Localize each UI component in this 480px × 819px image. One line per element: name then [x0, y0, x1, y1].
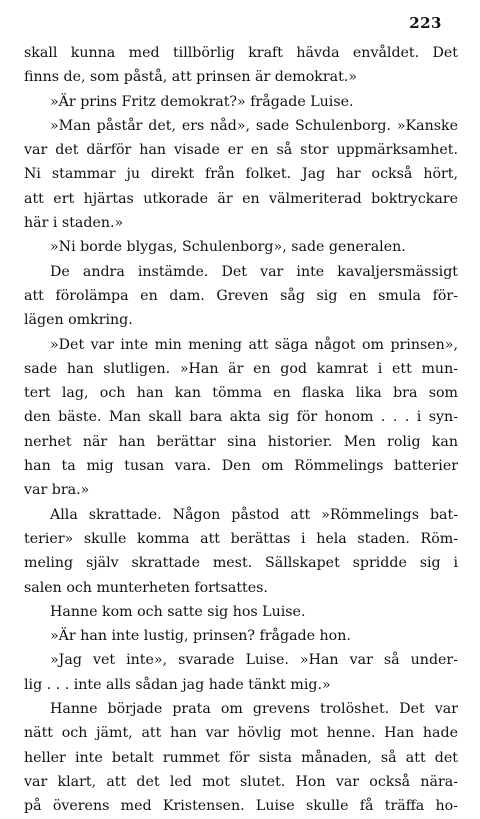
text-line: han ta mig tusan vara. Den om Römmelings batterier — [24, 458, 458, 475]
text-line: terier» skulle komma att berättas i hela staden. Röm- — [24, 530, 458, 547]
text-line: att förolämpa en dam. Greven såg sig en smula för- — [24, 287, 458, 304]
text-line: »Är prins Fritz demokrat?» frågade Luise. — [50, 93, 354, 110]
text-line: »Ni borde blygas, Schulenborg», sade generalen. — [50, 239, 406, 256]
text-line: lägen omkring. — [24, 312, 133, 329]
text-line: nerhet när han berättar sina historier. Men rolig kan — [24, 433, 458, 450]
text-line: skall kunna med tillbörlig kraft hävda envåldet. Det — [24, 45, 458, 61]
text-line: finns de, som påstå, att prinsen är demokrat.» — [24, 69, 357, 86]
text-line: meling själv skrattade mest. Sällskapet spridde sig i — [24, 555, 458, 572]
body-text — [24, 41, 458, 819]
text-line: Alla skrattade. Någon påstod att »Römmelings bat- — [50, 506, 458, 523]
text-line: var det därför han visade er en så stor uppmärksamhet. — [24, 142, 458, 159]
text-line: tert lag, och han kan tömma en flaska lika bra som — [24, 385, 458, 402]
text-line: lig . . . inte alls sådan jag hade tänkt mig.» — [24, 676, 331, 693]
text-line: salen och munterheten fortsattes. — [24, 579, 268, 596]
text-line: Ni stammar ju direkt från folket. Jag har också hört, — [24, 166, 458, 183]
text-line: heller inte betalt rummet för sista månaden, så att det — [24, 749, 458, 766]
page-number: 223 — [409, 14, 442, 32]
text-line: Hanne började prata om grevens trolöshet. Det var — [50, 701, 458, 718]
text-line: sade han slutligen. »Han är en god kamrat i ett mun- — [24, 360, 458, 377]
text-line: här i staden.» — [24, 215, 124, 232]
text-line: Hanne kom och satte sig hos Luise. — [50, 603, 306, 620]
text-line: var bra.» — [24, 482, 90, 499]
text-line: på överens med Kristensen. Luise skulle få träffa ho- — [24, 798, 458, 815]
text-line: »Är han inte lustig, prinsen? frågade hon. — [50, 628, 351, 645]
text-line: att ert hjärtas utkorade är en välmeriterad boktryckare — [24, 190, 458, 207]
text-line: den bäste. Man skall bara akta sig för honom . . . i syn- — [24, 409, 458, 426]
text-line: nätt och jämt, att han var hövlig mot henne. Han hade — [24, 725, 458, 742]
text-line: »Man påstår det, ers nåd», sade Schulenborg. »Kanske — [50, 117, 458, 134]
text-line: »Det var inte min mening att säga något om prinsen», — [50, 336, 458, 353]
text-line: »Jag vet inte», svarade Luise. »Han var så under- — [50, 652, 458, 669]
text-line: var klart, att det led mot slutet. Hon var också nära- — [24, 773, 458, 790]
text-line: De andra instämde. Det var inte kavaljersmässigt — [50, 263, 458, 280]
